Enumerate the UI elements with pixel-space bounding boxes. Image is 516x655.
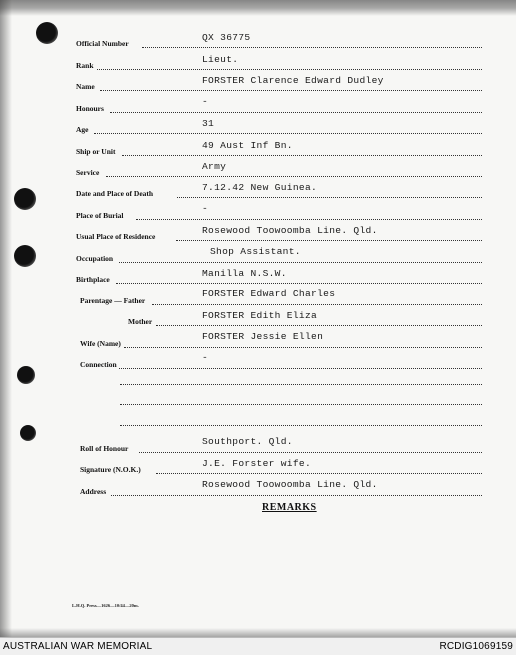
field-value-wife: FORSTER Jessie Ellen (202, 331, 324, 342)
field-value-occupation: Shop Assistant. (210, 246, 301, 257)
field-label-official-number: Official Number (76, 39, 129, 48)
dotted-line (97, 69, 482, 70)
dotted-line (111, 495, 482, 496)
field-label-rank: Rank (76, 61, 94, 70)
dotted-line (110, 112, 482, 113)
field-value-rank: Lieut. (202, 54, 239, 65)
field-value-signature: J.E. Forster wife. (202, 458, 312, 469)
field-label-birthplace: Birthplace (76, 275, 110, 284)
field-value-place-of-burial: - (202, 203, 209, 214)
field-label-date-place-of-death: Date and Place of Death (76, 189, 154, 198)
field-label-service: Service (76, 168, 100, 177)
field-label-address: Address (80, 487, 107, 496)
footer-institution: AUSTRALIAN WAR MEMORIAL (3, 641, 153, 652)
dotted-line (100, 90, 482, 91)
dotted-line (177, 197, 482, 198)
field-label-name: Name (76, 82, 95, 91)
form-print-code: L.H.Q. Press—1626—10/44—20m. (72, 603, 139, 608)
punch-hole-bottom (20, 425, 36, 441)
field-label-place-of-burial: Place of Burial (76, 211, 124, 220)
dotted-line (119, 368, 482, 369)
field-label-signature: Signature (N.O.K.) (80, 465, 141, 474)
dotted-line (122, 155, 482, 156)
field-value-honours: - (202, 96, 209, 107)
field-value-name: FORSTER Clarence Edward Dudley (202, 75, 384, 86)
punch-hole-middle (14, 245, 36, 267)
dotted-line (120, 384, 482, 385)
dotted-line (116, 283, 482, 284)
scan-edge-left (0, 0, 12, 637)
dotted-line (142, 47, 482, 48)
field-value-date-place-of-death: 7.12.42 New Guinea. (202, 182, 318, 193)
dotted-line (156, 325, 482, 326)
dotted-line (176, 240, 482, 241)
dotted-line (139, 452, 482, 453)
field-label-usual-residence: Usual Place of Residence (76, 232, 156, 241)
scan-edge-bottom (0, 628, 516, 637)
field-value-father: FORSTER Edward Charles (202, 288, 336, 299)
field-value-birthplace: Manilla N.S.W. (202, 268, 287, 279)
field-label-wife: Wife (Name) (80, 339, 121, 348)
dotted-line (120, 425, 482, 426)
field-label-age: Age (76, 125, 89, 134)
punch-hole-upper (14, 188, 36, 210)
footer-record-id: RCDIG1069159 (439, 641, 513, 652)
field-value-official-number: QX 36775 (202, 32, 251, 43)
scan-edge-top (0, 0, 516, 16)
field-label-roll-of-honour: Roll of Honour (80, 444, 129, 453)
field-value-age: 31 (202, 118, 215, 129)
punch-hole-lower (17, 366, 35, 384)
field-label-mother: Mother (128, 317, 153, 326)
dotted-line (106, 176, 482, 177)
archive-footer (0, 637, 516, 655)
field-label-connection: Connection (80, 360, 117, 369)
remarks-heading: REMARKS (262, 502, 317, 513)
field-value-ship-or-unit: 49 Aust Inf Bn. (202, 140, 293, 151)
dotted-line (156, 473, 482, 474)
field-label-honours: Honours (76, 104, 104, 113)
field-value-mother: FORSTER Edith Eliza (202, 310, 318, 321)
field-label-father: Parentage — Father (80, 296, 146, 305)
dotted-line (120, 404, 482, 405)
field-value-roll-of-honour: Southport. Qld. (202, 436, 293, 447)
field-value-address: Rosewood Toowoomba Line. Qld. (202, 479, 378, 490)
punch-hole-top (36, 22, 58, 44)
dotted-line (119, 262, 482, 263)
field-label-occupation: Occupation (76, 254, 114, 263)
dotted-line (94, 133, 482, 134)
field-label-ship-or-unit: Ship or Unit (76, 147, 116, 156)
dotted-line (152, 304, 482, 305)
dotted-line (136, 219, 482, 220)
field-value-connection: - (202, 352, 209, 363)
field-value-usual-residence: Rosewood Toowoomba Line. Qld. (202, 225, 378, 236)
field-value-service: Army (202, 161, 227, 172)
dotted-line (124, 347, 482, 348)
